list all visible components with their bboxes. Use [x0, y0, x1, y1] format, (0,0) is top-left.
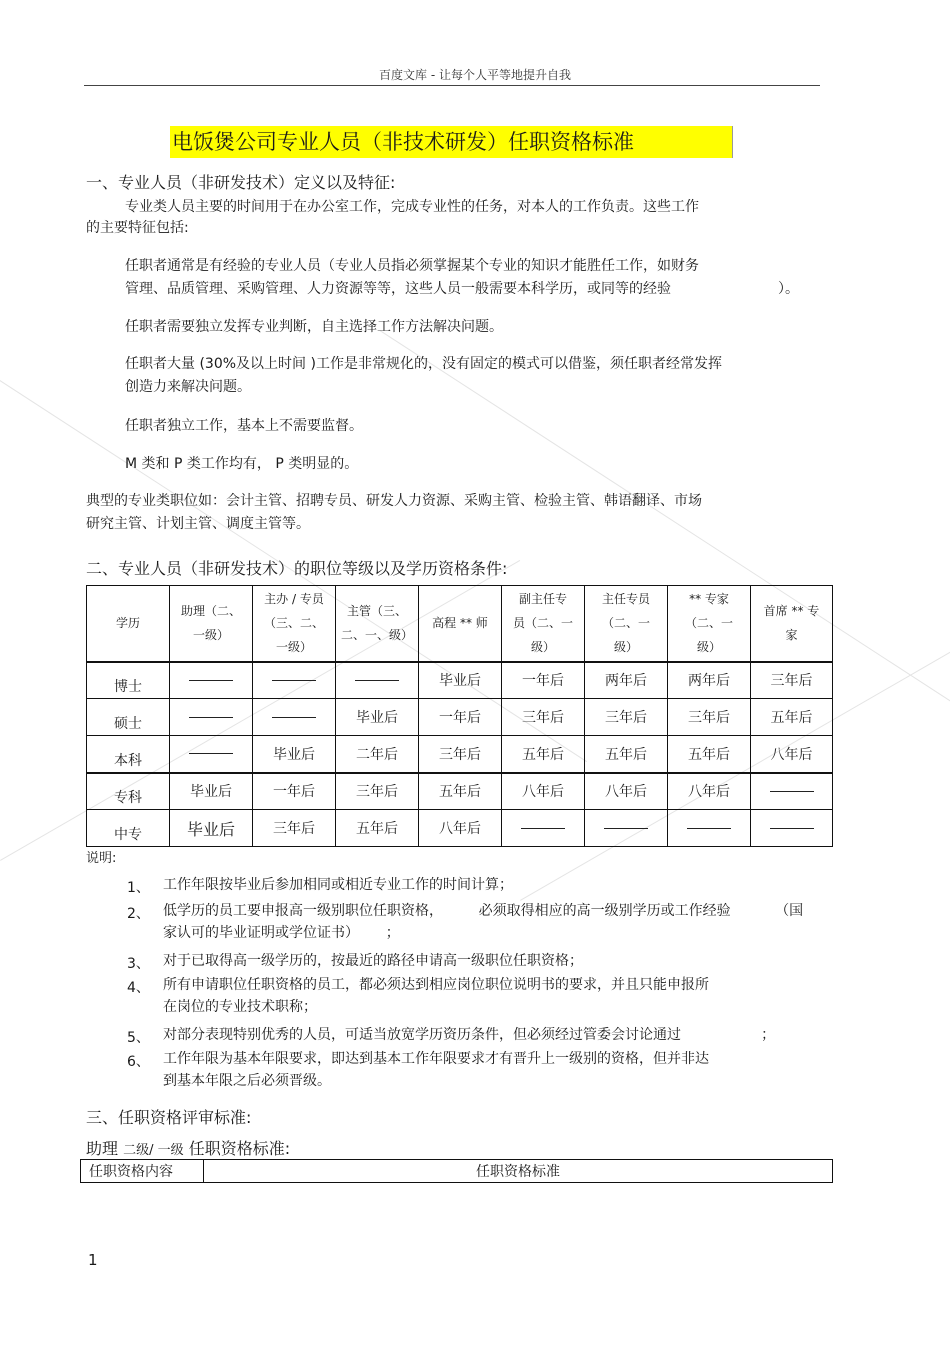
note-number: 2、 — [127, 906, 150, 922]
table-cell: 两年后 — [668, 662, 751, 699]
header-cell-content: 任职资格内容 — [81, 1160, 204, 1183]
header-cell-deputy-director: 副主任专 员（二、一 级） — [502, 586, 585, 662]
table-cell: 八年后 — [751, 736, 833, 773]
table-cell: 五年后 — [336, 810, 419, 847]
grade-table-header-row — [87, 586, 833, 662]
section1-intro-line1: 专业类人员主要的时间用于在办公室工作，完成专业性的任务，对本人的工作负责。这些工作 — [125, 199, 699, 215]
document-title: 电饭煲公司专业人员（非技术研发）任职资格标准 — [170, 126, 733, 158]
feature1-line1: 任职者通常是有经验的专业人员（专业人员指必须掌握某个专业的知识才能胜任工作，如财务 — [125, 258, 699, 274]
table-cell: 毕业后 — [336, 699, 419, 736]
header-cell-director: 主任专员 （二、一 级） — [585, 586, 668, 662]
dash-cell — [336, 662, 419, 699]
note-number: 3、 — [127, 956, 150, 972]
feature1-line2: 管理、品质管理、采购管理、人力资源等等，这些人员一般需要本科学历，或同等的经验 — [125, 281, 671, 297]
note-number: 1、 — [127, 880, 150, 896]
typical-positions-line1: 典型的专业类职位如：会计主管、招聘专员、研发人力资源、采购主管、检验主管、韩语翻译、市场 — [86, 493, 702, 509]
header-cell-education: 学历 — [87, 586, 170, 662]
table-cell: 三年后 — [751, 662, 833, 699]
table-cell: 三年后 — [502, 699, 585, 736]
note-text: 所有申请职位任职资格的员工，都必须达到相应岗位职位说明书的要求，并且只能申报所 在岗位的专业技术职称； — [163, 977, 709, 1015]
table-cell: 五年后 — [585, 736, 668, 773]
header-cell-assistant: 助理（二、 一级） — [170, 586, 253, 662]
header-cell-senior-engineer: 高程 ** 师 — [419, 586, 502, 662]
row-label: 专科 — [87, 773, 170, 810]
header-cell-specialist: 主办 / 专员 （三、二、 一级） — [253, 586, 336, 662]
table-cell: 三年后 — [585, 699, 668, 736]
feature2: 任职者需要独立发挥专业判断，自主选择工作方法解决问题。 — [125, 319, 503, 335]
table-cell: 一年后 — [419, 699, 502, 736]
dash-cell — [170, 736, 253, 773]
table-cell: 毕业后 — [170, 773, 253, 810]
table-cell: 八年后 — [585, 773, 668, 810]
table-row — [87, 662, 833, 699]
table-header-row — [81, 1160, 833, 1183]
header-cell-expert: ** 专家 （二、一 级） — [668, 586, 751, 662]
section3-heading: 三、任职资格评审标准: — [86, 1108, 252, 1127]
page-header: 百度文库 - 让每个人平等地提升自我 — [379, 68, 571, 82]
dash-cell — [170, 662, 253, 699]
section1-intro-line2: 的主要特征包括: — [86, 220, 189, 236]
row-label: 中专 — [87, 810, 170, 847]
table-cell: 二年后 — [336, 736, 419, 773]
table-cell: 五年后 — [419, 773, 502, 810]
table-cell: 八年后 — [668, 773, 751, 810]
table-row — [87, 736, 833, 773]
table-cell: 两年后 — [585, 662, 668, 699]
feature5: M 类和 P 类工作均有， P 类明显的。 — [125, 456, 359, 472]
dash-cell — [502, 810, 585, 847]
dash-cell — [253, 699, 336, 736]
table-row — [87, 699, 833, 736]
table-cell: 五年后 — [502, 736, 585, 773]
table-cell: 五年后 — [751, 699, 833, 736]
grade-table — [86, 585, 833, 847]
page-number: 1 — [88, 1251, 98, 1269]
feature3-line2: 创造力来解决问题。 — [125, 379, 251, 395]
table-cell: 一年后 — [253, 773, 336, 810]
table-cell: 八年后 — [419, 810, 502, 847]
feature3-line1: 任职者大量 (30%及以上时间 )工作是非常规化的，没有固定的模式可以借鉴，须任职者经常发挥 — [125, 356, 722, 372]
feature4: 任职者独立工作，基本上不需要监督。 — [125, 418, 363, 434]
table-cell: 三年后 — [336, 773, 419, 810]
note-text: 工作年限为基本年限要求，即达到基本工作年限要求才有晋升上一级别的资格，但并非达 到基本年限之后必须晋级。 — [163, 1051, 709, 1089]
section2-heading: 二、专业人员（非研发技术）的职位等级以及学历资格条件: — [86, 559, 508, 578]
dash-cell — [751, 773, 833, 810]
row-label: 硕士 — [87, 699, 170, 736]
row-label: 博士 — [87, 662, 170, 699]
table-row — [87, 773, 833, 810]
dash-cell — [668, 810, 751, 847]
table-cell: 三年后 — [668, 699, 751, 736]
dash-cell — [253, 662, 336, 699]
table-cell: 五年后 — [668, 736, 751, 773]
table-cell: 毕业后 — [253, 736, 336, 773]
note-number: 4、 — [127, 980, 150, 996]
header-cell-standard: 任职资格标准 — [204, 1160, 833, 1183]
note-text: 对于已取得高一级学历的，按最近的路径申请高一级职位任职资格； — [163, 953, 583, 969]
dash-cell — [585, 810, 668, 847]
note-text: 对部分表现特别优秀的人员，可适当放宽学历资历条件，但必须经过管委会讨论通过 ； — [163, 1027, 776, 1043]
table-row — [87, 810, 833, 847]
feature1-line2-end: ）。 — [778, 281, 799, 297]
note-number: 5、 — [127, 1030, 150, 1046]
note-text: 低学历的员工要申报高一级别职位任职资格， 必须取得相应的高一级别学历或工作经验 （国 家认可的毕业证明或学位证书） ； — [163, 903, 804, 941]
row-label: 本科 — [87, 736, 170, 773]
header-cell-chief-expert: 首席 ** 专 家 — [751, 586, 833, 662]
table-cell: 三年后 — [253, 810, 336, 847]
table-cell: 毕业后 — [170, 810, 253, 847]
dash-cell — [751, 810, 833, 847]
header-rule — [84, 85, 820, 86]
typical-positions-line2: 研究主管、计划主管、调度主管等。 — [86, 516, 310, 532]
table-cell: 一年后 — [502, 662, 585, 699]
dash-cell — [170, 699, 253, 736]
table-cell: 八年后 — [502, 773, 585, 810]
notes-label: 说明: — [86, 851, 117, 866]
note-number: 6、 — [127, 1054, 150, 1070]
qualification-standard-table — [80, 1159, 833, 1183]
table-cell: 毕业后 — [419, 662, 502, 699]
note-text: 工作年限按毕业后参加相同或相近专业工作的时间计算； — [163, 877, 513, 893]
section1-heading: 一、专业人员（非研发技术）定义以及特征: — [86, 173, 396, 192]
section3-subheading: 助理 二级/ 一级 任职资格标准: — [86, 1139, 291, 1158]
header-cell-supervisor: 主管（三、 二、一、级） — [336, 586, 419, 662]
table-cell: 三年后 — [419, 736, 502, 773]
